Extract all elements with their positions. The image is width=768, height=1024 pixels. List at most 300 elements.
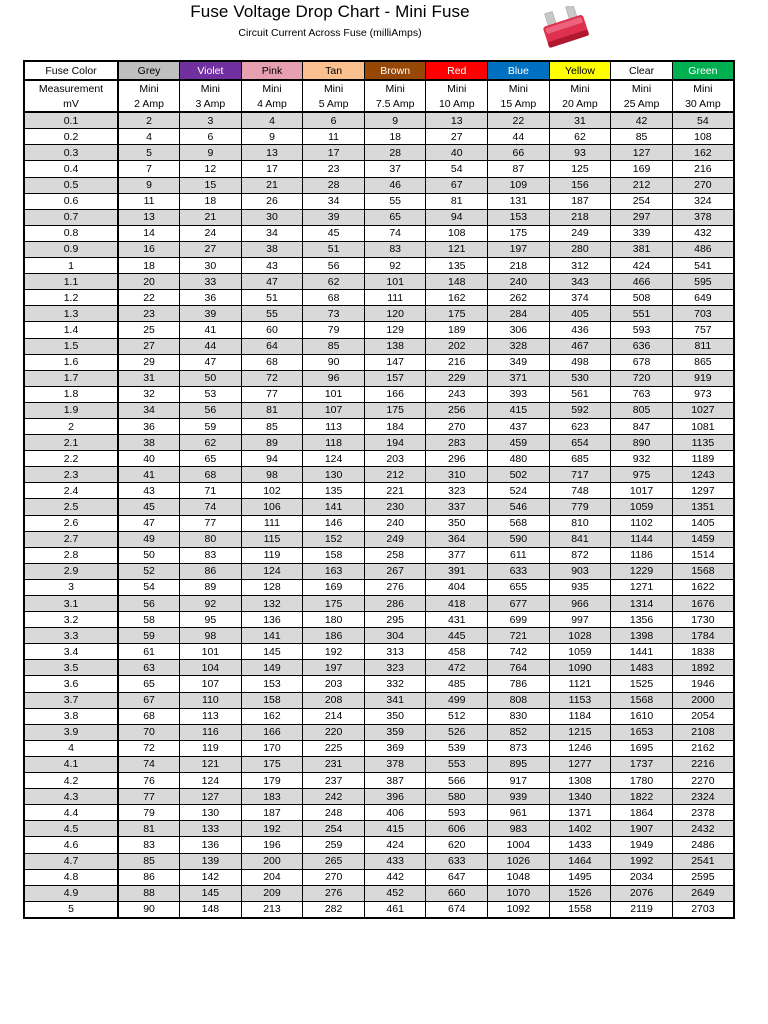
table-row: [24, 515, 734, 531]
current-cell: 553: [426, 756, 488, 772]
current-cell: 1271: [611, 579, 673, 595]
current-cell: 270: [426, 418, 488, 434]
current-cell: 369: [364, 740, 426, 756]
mv-cell: 2.5: [24, 499, 118, 515]
current-cell: 561: [549, 386, 611, 402]
current-cell: 145: [241, 644, 303, 660]
table-row: [24, 145, 734, 161]
table-row: [24, 579, 734, 595]
current-cell: 110: [180, 692, 242, 708]
current-cell: 83: [364, 241, 426, 257]
current-cell: 85: [611, 129, 673, 145]
current-cell: 2703: [672, 901, 734, 918]
current-cell: 721: [488, 628, 550, 644]
current-cell: 655: [488, 579, 550, 595]
current-cell: 11: [303, 129, 365, 145]
table-row: [24, 386, 734, 402]
fuse-color-blue: Blue: [488, 61, 550, 80]
current-cell: 6: [180, 129, 242, 145]
current-cell: 108: [672, 129, 734, 145]
current-cell: 212: [364, 467, 426, 483]
current-cell: 1004: [488, 837, 550, 853]
current-cell: 1622: [672, 579, 734, 595]
mv-cell: 3.3: [24, 628, 118, 644]
current-cell: 54: [672, 112, 734, 129]
current-cell: 23: [118, 306, 180, 322]
current-cell: 595: [672, 274, 734, 290]
current-cell: 27: [426, 129, 488, 145]
mv-cell: 1.4: [24, 322, 118, 338]
mv-cell: 0.9: [24, 241, 118, 257]
current-cell: 179: [241, 773, 303, 789]
current-cell: 72: [118, 740, 180, 756]
current-cell: 58: [118, 612, 180, 628]
fuse-type: Mini: [364, 80, 426, 96]
current-cell: 2076: [611, 885, 673, 901]
mv-cell: 1.1: [24, 274, 118, 290]
current-cell: 162: [426, 290, 488, 306]
table-row: [24, 805, 734, 821]
current-cell: 649: [672, 290, 734, 306]
current-cell: 169: [611, 161, 673, 177]
mv-cell: 3: [24, 579, 118, 595]
current-cell: 350: [364, 708, 426, 724]
fuse-color-label: Fuse Color: [24, 61, 118, 80]
chart-subtitle: Circuit Current Across Fuse (milliAmps): [238, 27, 422, 39]
current-cell: 50: [118, 547, 180, 563]
mv-cell: 1: [24, 258, 118, 274]
current-cell: 377: [426, 547, 488, 563]
current-cell: 56: [180, 402, 242, 418]
current-cell: 62: [549, 129, 611, 145]
current-cell: 38: [241, 241, 303, 257]
current-cell: 249: [364, 531, 426, 547]
current-cell: 415: [488, 402, 550, 418]
current-cell: 92: [180, 596, 242, 612]
fuse-type: Mini: [672, 80, 734, 96]
current-cell: 22: [488, 112, 550, 129]
current-cell: 1495: [549, 869, 611, 885]
current-cell: 79: [118, 805, 180, 821]
current-cell: 341: [364, 692, 426, 708]
table-row: [24, 676, 734, 692]
current-cell: 152: [303, 531, 365, 547]
current-cell: 310: [426, 467, 488, 483]
current-cell: 418: [426, 596, 488, 612]
current-cell: 1398: [611, 628, 673, 644]
table-row: [24, 692, 734, 708]
fuse-amp-rating: 3 Amp: [180, 96, 242, 112]
current-cell: 132: [241, 596, 303, 612]
current-cell: 119: [241, 547, 303, 563]
table-row: [24, 660, 734, 676]
fuse-color-clear: Clear: [611, 61, 673, 80]
current-cell: 28: [364, 145, 426, 161]
current-cell: 378: [672, 209, 734, 225]
current-cell: 276: [303, 885, 365, 901]
current-cell: 229: [426, 370, 488, 386]
mv-cell: 0.5: [24, 177, 118, 193]
current-cell: 282: [303, 901, 365, 918]
current-cell: 452: [364, 885, 426, 901]
current-cell: 29: [118, 354, 180, 370]
current-cell: 339: [611, 225, 673, 241]
current-cell: 779: [549, 499, 611, 515]
current-cell: 1464: [549, 853, 611, 869]
mv-cell: 2.3: [24, 467, 118, 483]
current-cell: 13: [426, 112, 488, 129]
current-cell: 2270: [672, 773, 734, 789]
current-cell: 81: [118, 821, 180, 837]
current-cell: 551: [611, 306, 673, 322]
table-row: [24, 338, 734, 354]
mv-cell: 4.2: [24, 773, 118, 789]
current-cell: 374: [549, 290, 611, 306]
mv-cell: 4: [24, 740, 118, 756]
mv-cell: 2.9: [24, 563, 118, 579]
fuse-amp-rating: 30 Amp: [672, 96, 734, 112]
table-row: [24, 773, 734, 789]
current-cell: 499: [426, 692, 488, 708]
current-cell: 445: [426, 628, 488, 644]
current-cell: 442: [364, 869, 426, 885]
current-cell: 2162: [672, 740, 734, 756]
current-cell: 524: [488, 483, 550, 499]
current-cell: 1081: [672, 418, 734, 434]
current-cell: 20: [118, 274, 180, 290]
current-cell: 209: [241, 885, 303, 901]
current-cell: 284: [488, 306, 550, 322]
current-cell: 108: [426, 225, 488, 241]
current-cell: 283: [426, 435, 488, 451]
current-cell: 633: [426, 853, 488, 869]
current-cell: 116: [180, 724, 242, 740]
current-cell: 175: [364, 402, 426, 418]
table-row: [24, 837, 734, 853]
table-row: [24, 209, 734, 225]
current-cell: 83: [180, 547, 242, 563]
current-cell: 270: [303, 869, 365, 885]
current-cell: 50: [180, 370, 242, 386]
fuse-color-yellow: Yellow: [549, 61, 611, 80]
current-cell: 349: [488, 354, 550, 370]
current-cell: 1459: [672, 531, 734, 547]
current-cell: 623: [549, 418, 611, 434]
current-cell: 1246: [549, 740, 611, 756]
current-cell: 196: [241, 837, 303, 853]
current-cell: 124: [180, 773, 242, 789]
current-cell: 424: [364, 837, 426, 853]
current-cell: 98: [241, 467, 303, 483]
current-cell: 568: [488, 515, 550, 531]
current-cell: 71: [180, 483, 242, 499]
current-cell: 437: [488, 418, 550, 434]
mv-cell: 3.8: [24, 708, 118, 724]
current-cell: 41: [118, 467, 180, 483]
current-cell: 34: [118, 402, 180, 418]
current-cell: 212: [611, 177, 673, 193]
current-cell: 14: [118, 225, 180, 241]
current-cell: 109: [488, 177, 550, 193]
current-cell: 9: [180, 145, 242, 161]
current-cell: 17: [303, 145, 365, 161]
current-cell: 961: [488, 805, 550, 821]
current-cell: 323: [426, 483, 488, 499]
current-cell: 127: [180, 789, 242, 805]
current-cell: 26: [241, 193, 303, 209]
mv-cell: 0.8: [24, 225, 118, 241]
current-cell: 15: [180, 177, 242, 193]
current-cell: 433: [364, 853, 426, 869]
current-cell: 2000: [672, 692, 734, 708]
table-row: [24, 563, 734, 579]
current-cell: 129: [364, 322, 426, 338]
current-cell: 13: [118, 209, 180, 225]
current-cell: 66: [488, 145, 550, 161]
current-cell: 94: [426, 209, 488, 225]
mv-cell: 3.7: [24, 692, 118, 708]
current-cell: 2108: [672, 724, 734, 740]
fuse-color-violet: Violet: [180, 61, 242, 80]
fuse-amp-row: [24, 96, 734, 112]
mv-cell: 3.2: [24, 612, 118, 628]
current-cell: 280: [549, 241, 611, 257]
mv-cell: 2.4: [24, 483, 118, 499]
current-cell: 526: [426, 724, 488, 740]
current-cell: 313: [364, 644, 426, 660]
table-row: [24, 241, 734, 257]
current-cell: 67: [426, 177, 488, 193]
current-cell: 2034: [611, 869, 673, 885]
current-cell: 89: [180, 579, 242, 595]
current-cell: 2486: [672, 837, 734, 853]
current-cell: 1568: [611, 692, 673, 708]
current-cell: 467: [549, 338, 611, 354]
current-cell: 966: [549, 596, 611, 612]
table-row: [24, 612, 734, 628]
mv-cell: 1.6: [24, 354, 118, 370]
current-cell: 18: [118, 258, 180, 274]
current-cell: 33: [180, 274, 242, 290]
current-cell: 153: [241, 676, 303, 692]
current-cell: 106: [241, 499, 303, 515]
current-cell: 68: [180, 467, 242, 483]
current-cell: 1405: [672, 515, 734, 531]
current-cell: 194: [364, 435, 426, 451]
current-cell: 406: [364, 805, 426, 821]
current-cell: 720: [611, 370, 673, 386]
current-cell: 1059: [549, 644, 611, 660]
current-cell: 304: [364, 628, 426, 644]
mv-cell: 1.7: [24, 370, 118, 386]
current-cell: 323: [364, 660, 426, 676]
current-cell: 16: [118, 241, 180, 257]
current-cell: 85: [118, 853, 180, 869]
current-cell: 647: [426, 869, 488, 885]
current-cell: 2378: [672, 805, 734, 821]
current-cell: 73: [303, 306, 365, 322]
current-cell: 86: [180, 563, 242, 579]
current-cell: 113: [303, 418, 365, 434]
current-cell: 197: [488, 241, 550, 257]
current-cell: 2432: [672, 821, 734, 837]
current-cell: 36: [180, 290, 242, 306]
current-cell: 243: [426, 386, 488, 402]
current-cell: 43: [118, 483, 180, 499]
current-cell: 685: [549, 451, 611, 467]
current-cell: 256: [426, 402, 488, 418]
current-cell: 60: [241, 322, 303, 338]
current-cell: 312: [549, 258, 611, 274]
current-cell: 203: [303, 676, 365, 692]
measurement-label: Measurement: [24, 80, 118, 96]
current-cell: 265: [303, 853, 365, 869]
current-cell: 41: [180, 322, 242, 338]
current-cell: 36: [118, 418, 180, 434]
current-cell: 83: [118, 837, 180, 853]
current-cell: 546: [488, 499, 550, 515]
current-cell: 145: [180, 885, 242, 901]
current-cell: 115: [241, 531, 303, 547]
current-cell: 1017: [611, 483, 673, 499]
current-cell: 1992: [611, 853, 673, 869]
current-cell: 1102: [611, 515, 673, 531]
current-cell: 1838: [672, 644, 734, 660]
mv-cell: 5: [24, 901, 118, 918]
current-cell: 87: [488, 161, 550, 177]
current-cell: 218: [488, 258, 550, 274]
current-cell: 133: [180, 821, 242, 837]
current-cell: 1356: [611, 612, 673, 628]
current-cell: 61: [118, 644, 180, 660]
current-cell: 18: [180, 193, 242, 209]
current-cell: 932: [611, 451, 673, 467]
mv-cell: 2.8: [24, 547, 118, 563]
current-cell: 4: [118, 129, 180, 145]
current-cell: 461: [364, 901, 426, 918]
current-cell: 49: [118, 531, 180, 547]
current-cell: 27: [118, 338, 180, 354]
current-cell: 1730: [672, 612, 734, 628]
current-cell: 157: [364, 370, 426, 386]
current-cell: 1610: [611, 708, 673, 724]
table-row: [24, 499, 734, 515]
current-cell: 28: [303, 177, 365, 193]
current-cell: 811: [672, 338, 734, 354]
current-cell: 59: [118, 628, 180, 644]
current-cell: 101: [180, 644, 242, 660]
current-cell: 498: [549, 354, 611, 370]
fuse-type: Mini: [611, 80, 673, 96]
table-row: [24, 467, 734, 483]
current-cell: 184: [364, 418, 426, 434]
current-cell: 259: [303, 837, 365, 853]
current-cell: 1308: [549, 773, 611, 789]
current-cell: 74: [364, 225, 426, 241]
current-cell: 175: [488, 225, 550, 241]
current-cell: 136: [180, 837, 242, 853]
current-cell: 9: [118, 177, 180, 193]
current-cell: 74: [118, 756, 180, 772]
current-cell: 187: [241, 805, 303, 821]
current-cell: 202: [426, 338, 488, 354]
current-cell: 124: [241, 563, 303, 579]
current-cell: 1092: [488, 901, 550, 918]
fuse-type: Mini: [118, 80, 180, 96]
current-cell: 286: [364, 596, 426, 612]
current-cell: 485: [426, 676, 488, 692]
current-cell: 2054: [672, 708, 734, 724]
current-cell: 37: [364, 161, 426, 177]
current-cell: 2: [118, 112, 180, 129]
current-cell: 208: [303, 692, 365, 708]
current-cell: 240: [488, 274, 550, 290]
table-row: [24, 821, 734, 837]
mv-cell: 2.6: [24, 515, 118, 531]
current-cell: 1864: [611, 805, 673, 821]
current-cell: 55: [241, 306, 303, 322]
current-cell: 138: [364, 338, 426, 354]
current-cell: 124: [303, 451, 365, 467]
current-cell: 1907: [611, 821, 673, 837]
current-cell: 46: [364, 177, 426, 193]
current-cell: 620: [426, 837, 488, 853]
mv-cell: 4.6: [24, 837, 118, 853]
current-cell: 203: [364, 451, 426, 467]
current-cell: 30: [241, 209, 303, 225]
current-cell: 111: [364, 290, 426, 306]
current-cell: 39: [180, 306, 242, 322]
current-cell: 214: [303, 708, 365, 724]
current-cell: 68: [241, 354, 303, 370]
current-cell: 405: [549, 306, 611, 322]
current-cell: 59: [180, 418, 242, 434]
table-row: [24, 853, 734, 869]
current-cell: 11: [118, 193, 180, 209]
current-cell: 200: [241, 853, 303, 869]
current-cell: 249: [549, 225, 611, 241]
current-cell: 431: [426, 612, 488, 628]
current-cell: 43: [241, 258, 303, 274]
mv-cell: 0.2: [24, 129, 118, 145]
current-cell: 47: [118, 515, 180, 531]
current-cell: 424: [611, 258, 673, 274]
current-cell: 1526: [549, 885, 611, 901]
current-cell: 34: [241, 225, 303, 241]
table-row: [24, 483, 734, 499]
current-cell: 183: [241, 789, 303, 805]
current-cell: 67: [118, 692, 180, 708]
fuse-type: Mini: [488, 80, 550, 96]
current-cell: 21: [241, 177, 303, 193]
mv-cell: 2.7: [24, 531, 118, 547]
table-row: [24, 370, 734, 386]
current-cell: 1059: [611, 499, 673, 515]
current-cell: 983: [488, 821, 550, 837]
current-cell: 674: [426, 901, 488, 918]
table-row: [24, 901, 734, 918]
current-cell: 135: [426, 258, 488, 274]
current-cell: 30: [180, 258, 242, 274]
current-cell: 94: [241, 451, 303, 467]
current-cell: 1676: [672, 596, 734, 612]
current-cell: 12: [180, 161, 242, 177]
current-cell: 95: [180, 612, 242, 628]
table-row: [24, 129, 734, 145]
current-cell: 611: [488, 547, 550, 563]
current-cell: 1186: [611, 547, 673, 563]
table-row: [24, 193, 734, 209]
